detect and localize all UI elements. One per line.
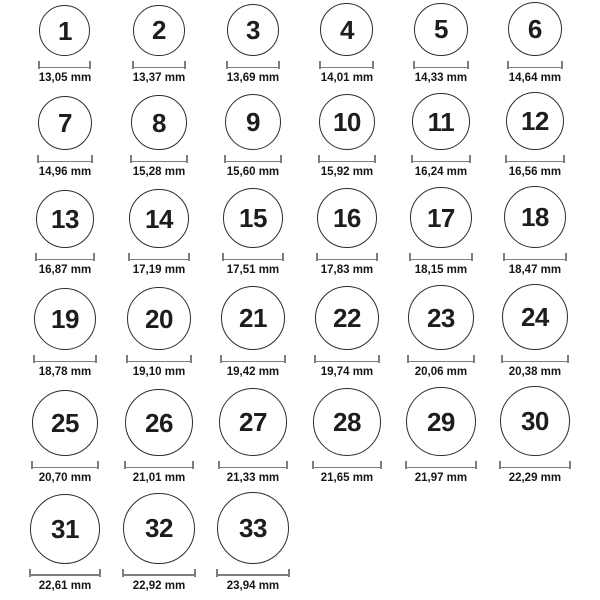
diameter-label: 15,28 mm	[132, 166, 186, 179]
ring-size-item	[300, 388, 394, 486]
diameter-label: 20,06 mm	[414, 366, 468, 379]
ring-circle	[502, 284, 568, 350]
diameter-measure-line	[222, 253, 284, 261]
ring-size-number: 3	[245, 15, 260, 46]
ring-size-item	[394, 187, 488, 277]
ring-size-number: 31	[51, 513, 79, 544]
diameter-measure-line	[405, 461, 476, 469]
chart-row	[18, 92, 582, 179]
ring-size-item	[18, 5, 112, 85]
ring-circle	[221, 286, 285, 350]
ring-size-number: 4	[339, 14, 354, 45]
diameter-label: 20,38 mm	[508, 366, 562, 379]
diameter-label: 19,42 mm	[226, 366, 280, 379]
ring-size-item	[112, 95, 206, 180]
diameter-label: 21,33 mm	[226, 472, 280, 485]
ring-circle	[320, 3, 373, 56]
diameter-label: 17,19 mm	[132, 264, 186, 277]
ring-size-item	[112, 493, 206, 593]
ring-circle	[319, 94, 376, 151]
ring-size-item	[300, 188, 394, 278]
chart-row	[18, 2, 582, 85]
ring-size-item	[394, 3, 488, 86]
ring-circle	[129, 189, 188, 248]
diameter-label: 21,65 mm	[320, 472, 374, 485]
ring-size-number: 20	[145, 303, 173, 334]
ring-size-number: 21	[238, 303, 267, 334]
ring-size-number: 13	[51, 204, 79, 235]
diameter-label: 14,64 mm	[508, 72, 562, 85]
ring-size-number: 6	[527, 14, 542, 45]
diameter-measure-line	[122, 569, 195, 577]
ring-size-number: 16	[332, 203, 361, 234]
diameter-measure-line	[312, 461, 383, 469]
ring-size-number: 8	[151, 107, 166, 138]
diameter-measure-line	[37, 155, 94, 163]
ring-size-item	[206, 286, 300, 379]
diameter-label: 21,01 mm	[132, 472, 186, 485]
ring-circle	[38, 96, 93, 151]
ring-size-item	[18, 288, 112, 380]
diameter-measure-line	[409, 253, 472, 261]
ring-circle	[219, 388, 287, 456]
diameter-label: 14,33 mm	[414, 72, 468, 85]
ring-circle	[412, 93, 470, 151]
ring-size-item	[488, 186, 582, 277]
ring-size-number: 11	[427, 106, 455, 137]
chart-row	[18, 386, 582, 485]
ring-size-item	[18, 494, 112, 594]
ring-size-number: 14	[145, 203, 173, 234]
ring-size-item	[488, 386, 582, 485]
ring-size-item	[18, 390, 112, 486]
ring-size-item	[206, 492, 300, 593]
ring-size-item	[206, 188, 300, 277]
ring-size-number: 25	[51, 407, 79, 438]
ring-size-item	[394, 93, 488, 180]
diameter-measure-line	[507, 61, 563, 69]
ring-circle	[313, 388, 382, 457]
diameter-measure-line	[226, 61, 280, 69]
diameter-measure-line	[503, 253, 567, 261]
ring-size-item	[300, 94, 394, 180]
diameter-label: 17,83 mm	[320, 264, 374, 277]
diameter-label: 19,10 mm	[132, 366, 186, 379]
ring-size-number: 7	[58, 107, 72, 138]
diameter-label: 13,69 mm	[226, 72, 280, 85]
diameter-measure-line	[126, 355, 191, 363]
diameter-measure-line	[413, 61, 469, 69]
ring-size-number: 23	[426, 302, 455, 333]
ring-size-number: 19	[51, 304, 79, 335]
ring-size-item	[488, 2, 582, 85]
diameter-measure-line	[31, 461, 100, 469]
diameter-measure-line	[224, 155, 282, 163]
ring-size-number: 9	[245, 107, 260, 138]
diameter-label: 18,78 mm	[38, 366, 92, 379]
ring-size-item	[18, 96, 112, 180]
ring-circle	[127, 287, 190, 350]
ring-size-item	[206, 94, 300, 179]
diameter-measure-line	[35, 253, 96, 261]
diameter-label: 18,15 mm	[414, 264, 468, 277]
ring-circle	[410, 187, 471, 248]
ring-circle	[504, 186, 566, 248]
ring-size-number: 15	[238, 203, 267, 234]
ring-circle	[508, 2, 562, 56]
ring-size-number: 22	[332, 303, 361, 334]
diameter-label: 16,87 mm	[38, 264, 92, 277]
ring-size-item	[112, 5, 206, 86]
ring-size-number: 5	[433, 14, 448, 45]
diameter-label: 14,01 mm	[320, 72, 374, 85]
diameter-label: 13,37 mm	[132, 72, 186, 85]
diameter-measure-line	[29, 569, 102, 577]
ring-circle	[125, 389, 192, 456]
diameter-label: 22,61 mm	[38, 580, 92, 593]
diameter-measure-line	[318, 155, 377, 163]
ring-circle	[34, 288, 97, 351]
ring-circle	[408, 285, 473, 350]
diameter-measure-line	[33, 355, 98, 363]
ring-size-number: 24	[520, 302, 549, 333]
diameter-measure-line	[128, 253, 189, 261]
diameter-measure-line	[218, 461, 288, 469]
ring-size-number: 10	[332, 106, 361, 137]
ring-size-item	[206, 388, 300, 485]
diameter-label: 17,51 mm	[226, 264, 280, 277]
ring-circle	[317, 188, 378, 249]
ring-circle	[506, 92, 564, 150]
diameter-label: 22,29 mm	[508, 472, 562, 485]
ring-size-number: 29	[426, 406, 455, 437]
ring-size-number: 33	[239, 513, 267, 544]
diameter-measure-line	[505, 155, 565, 163]
diameter-label: 19,74 mm	[320, 366, 374, 379]
diameter-measure-line	[38, 61, 91, 69]
ring-circle	[131, 95, 187, 151]
diameter-measure-line	[314, 355, 381, 363]
ring-size-item	[300, 286, 394, 380]
ring-circle	[123, 493, 194, 564]
ring-circle	[227, 4, 279, 56]
ring-circle	[500, 386, 570, 456]
diameter-label: 15,92 mm	[320, 166, 374, 179]
ring-size-number: 2	[151, 15, 166, 46]
chart-row	[18, 492, 582, 593]
ring-circle	[32, 390, 99, 457]
ring-circle	[225, 94, 281, 150]
ring-size-item	[112, 189, 206, 277]
ring-size-number: 17	[426, 202, 455, 233]
diameter-measure-line	[130, 155, 188, 163]
ring-size-item	[18, 190, 112, 278]
ring-size-item	[394, 387, 488, 485]
ring-size-item	[112, 389, 206, 485]
ring-size-number: 27	[239, 407, 267, 438]
ring-size-item	[488, 284, 582, 379]
diameter-measure-line	[411, 155, 471, 163]
chart-row	[18, 284, 582, 379]
diameter-label: 18,47 mm	[508, 264, 562, 277]
diameter-measure-line	[124, 461, 193, 469]
diameter-label: 22,92 mm	[132, 580, 186, 593]
diameter-measure-line	[132, 61, 186, 69]
ring-circle	[217, 492, 289, 564]
ring-size-number: 26	[145, 407, 173, 438]
ring-circle	[414, 3, 468, 57]
ring-size-item	[206, 4, 300, 85]
diameter-measure-line	[501, 355, 569, 363]
ring-size-item	[112, 287, 206, 379]
ring-circle	[406, 387, 475, 456]
diameter-label: 13,05 mm	[38, 72, 92, 85]
ring-size-number: 28	[332, 406, 361, 437]
diameter-label: 16,56 mm	[508, 166, 562, 179]
ring-size-item	[394, 285, 488, 379]
diameter-label: 23,94 mm	[226, 580, 280, 593]
diameter-label: 21,97 mm	[414, 472, 468, 485]
ring-size-number: 30	[520, 406, 549, 437]
ring-circle	[36, 190, 95, 249]
diameter-measure-line	[220, 355, 286, 363]
chart-row	[18, 186, 582, 277]
ring-size-item	[488, 92, 582, 179]
diameter-measure-line	[499, 461, 571, 469]
diameter-measure-line	[319, 61, 374, 69]
ring-circle	[223, 188, 283, 248]
ring-circle	[30, 494, 101, 565]
ring-size-number: 12	[520, 106, 549, 137]
ring-size-number: 1	[58, 15, 72, 46]
ring-size-item	[300, 3, 394, 85]
ring-size-number: 32	[145, 513, 173, 544]
diameter-measure-line	[316, 253, 379, 261]
ring-circle	[39, 5, 90, 56]
diameter-measure-line	[407, 355, 474, 363]
diameter-label: 15,60 mm	[226, 166, 280, 179]
ring-size-number: 18	[520, 202, 549, 233]
diameter-measure-line	[216, 569, 290, 577]
ring-circle	[133, 5, 185, 57]
diameter-label: 20,70 mm	[38, 472, 92, 485]
diameter-label: 14,96 mm	[38, 166, 92, 179]
diameter-label: 16,24 mm	[414, 166, 468, 179]
ring-circle	[315, 286, 380, 351]
